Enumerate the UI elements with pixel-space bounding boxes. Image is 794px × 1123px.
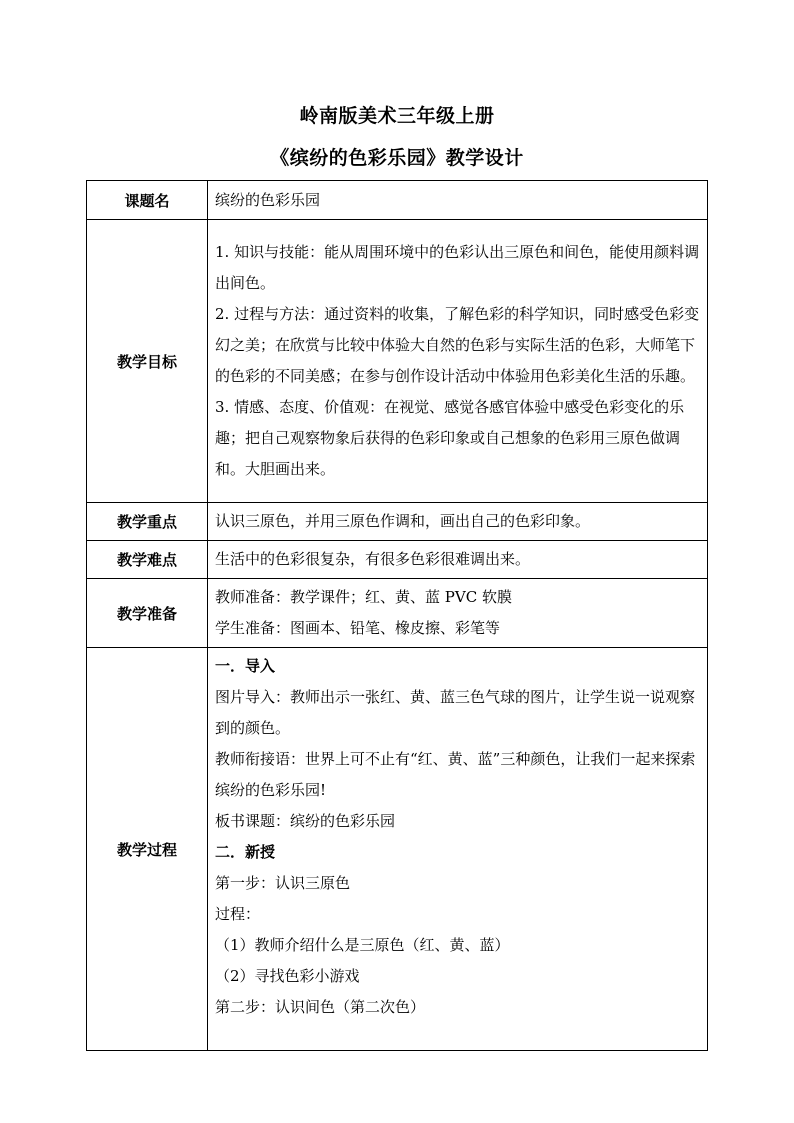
preparation-line: 学生准备：图画本、铅笔、橡皮擦、彩笔等	[215, 619, 501, 637]
table-row-key-points	[87, 503, 708, 541]
process-label: 教学过程	[87, 648, 208, 1051]
document-title: 岭南版美术三年级上册	[299, 105, 495, 127]
goal-line: 1. 知识与技能：能从周围环境中的色彩认出三原色和间色，能使用颜料调出间色。	[215, 243, 700, 292]
preparation-content	[208, 579, 708, 648]
topic-label: 课题名	[87, 181, 208, 220]
process-line: （2）寻找色彩小游戏	[215, 967, 360, 985]
process-line: （1）教师介绍什么是三原色（红、黄、蓝）	[215, 936, 510, 954]
topic-text: 缤纷的色彩乐园	[215, 190, 321, 209]
process-line: 过程：	[215, 905, 261, 923]
preparation-label: 教学准备	[87, 579, 208, 648]
difficulties-content	[208, 541, 708, 579]
process-line: 第一步：认识三原色	[215, 874, 351, 892]
process-line: 板书课题：缤纷的色彩乐园	[215, 812, 396, 830]
goal-line: 2. 过程与方法：通过资料的收集，了解色彩的科学知识，同时感受色彩变幻之美；在欣赏与比较中体验大自然的色彩与实际生活的色彩，大师笔下的色彩的不同美感；在参与创作设计活动中体验用色彩美化生活的乐趣。	[215, 305, 700, 385]
process-line: 图片导入：教师出示一张红、黄、蓝三色气球的图片，让学生说一说观察到的颜色。	[215, 688, 696, 737]
difficulties-label: 教学难点	[87, 541, 208, 579]
difficulties-text: 生活中的色彩很复杂，有很多色彩很难调出来。	[215, 550, 531, 568]
table-row-process	[87, 648, 708, 1051]
table-row-difficulties	[87, 541, 708, 579]
document-subtitle: 《缤纷的色彩乐园》教学设计	[270, 147, 524, 169]
process-line: 教师衔接语：世界上可不止有“红、黄、蓝”三种颜色，让我们一起来探索缤纷的色彩乐园!	[215, 750, 696, 799]
table-row-goals	[87, 220, 708, 503]
process-section-heading: 二．新授	[215, 843, 276, 861]
table-row-topic	[87, 181, 708, 220]
process-section-heading: 一．导入	[215, 657, 276, 675]
process-content	[208, 648, 708, 1051]
table-row-preparation	[87, 579, 708, 648]
topic-value	[208, 181, 708, 220]
process-line: 第二步：认识间色（第二次色）	[215, 998, 426, 1016]
key-points-text: 认识三原色，并用三原色作调和，画出自己的色彩印象。	[215, 512, 591, 530]
key-points-label: 教学重点	[87, 503, 208, 541]
goals-label: 教学目标	[87, 220, 208, 503]
key-points-content	[208, 503, 708, 541]
goals-content	[208, 220, 708, 503]
preparation-line: 教师准备：教学课件；红、黄、蓝 PVC 软膜	[215, 588, 512, 606]
goal-line: 3. 情感、态度、价值观：在视觉、感觉各感官体验中感受色彩变化的乐趣；把自己观察物象后获得的色彩印象或自己想象的色彩用三原色做调和。大胆画出来。	[215, 398, 685, 478]
lesson-plan-table	[86, 180, 708, 1051]
